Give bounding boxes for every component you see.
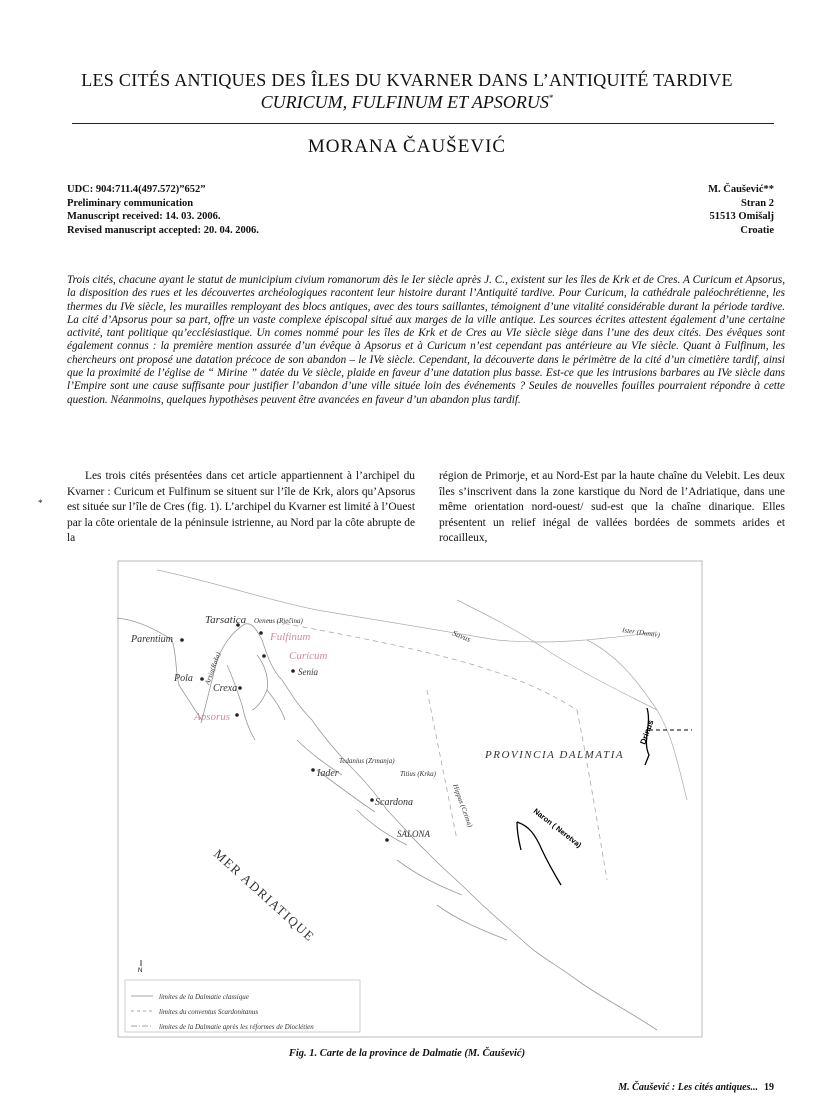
udc-line: UDC: 904:711.4(497.572)”652” bbox=[67, 184, 206, 195]
senia-dot bbox=[291, 669, 295, 673]
label-salona: SALONA bbox=[397, 829, 431, 839]
title-footnote-mark: * bbox=[548, 93, 554, 103]
curicum-dot bbox=[262, 654, 266, 658]
fulfinum-dot bbox=[259, 631, 263, 635]
crexa-dot bbox=[238, 686, 242, 690]
address-country: Croatie bbox=[740, 224, 774, 236]
label-mer-adriatique: MER ADRIATIQUE bbox=[210, 846, 318, 945]
label-fulfinum: Fulfinum bbox=[270, 631, 311, 643]
author-address bbox=[708, 183, 774, 237]
body-column-right: région de Primorje, et au Nord-Est par la haute chaîne du Velebit. Les deux îles s’inscrivent dans la zone karstique du Nord de l’Adriatique, dans une même orientation nord-ouest/ sud-est que la chaîne dinarique. Elles présentent un relief inégal de vallées bordées de sommets arides et rocailleux, bbox=[439, 470, 785, 544]
figure-caption: Fig. 1. Carte de la province de Dalmatie (M. Čaušević) bbox=[288, 1048, 526, 1059]
address-name: M. Čaušević** bbox=[708, 184, 774, 195]
label-titius: Titius (Krka) bbox=[400, 770, 436, 778]
label-tarsatica: Tarsatica bbox=[205, 614, 247, 626]
article-subtitle bbox=[0, 92, 814, 113]
label-pola: Pola bbox=[174, 673, 193, 684]
scardona-dot bbox=[370, 798, 374, 802]
running-footer bbox=[618, 1082, 774, 1093]
legend-item-3: limites de la Dalmatie après les réformes de Dioclétien bbox=[159, 1023, 314, 1031]
label-ister: Ister (Dunav) bbox=[621, 626, 661, 640]
label-provincia: PROVINCIA DALMATIA bbox=[485, 749, 625, 761]
title-rule bbox=[72, 123, 774, 124]
author-name: MORANA ČAUŠEVIĆ bbox=[307, 136, 507, 157]
label-iader: Iader bbox=[317, 768, 339, 779]
pola-dot bbox=[200, 677, 204, 681]
received-date: Manuscript received: 14. 03. 2006. bbox=[67, 211, 221, 222]
article-title: LES CITÉS ANTIQUES DES ÎLES DU KVARNER DANS L’ANTIQUITÉ TARDIVE bbox=[81, 70, 733, 90]
body-column-left: Les trois cités présentées dans cet article appartiennent à l’archipel du Kvarner : Curicum et Fulfinum se situent sur l’île de Krk, alors qu’Apsorus est située sur l’île de Cres (fig. 1). L’archipel du Kvarner est limité à l’Ouest par la côte orientale de la péninsule istrienne, au Nord par la côte abrupte de la bbox=[67, 470, 415, 544]
label-savus: Savus bbox=[451, 628, 472, 644]
label-arsia: Arsia(Raša) bbox=[203, 651, 223, 686]
iader-dot bbox=[311, 768, 315, 772]
paper-type: Preliminary communication bbox=[67, 197, 194, 209]
label-tedanius: Tedanius (Zrmanja) bbox=[339, 757, 395, 765]
label-apsorus: Apsorus bbox=[194, 711, 231, 723]
label-crexa: Crexa bbox=[213, 683, 238, 694]
label-scardona: Scardona bbox=[375, 797, 413, 808]
label-hippus: Hippus (Cetina) bbox=[451, 782, 475, 829]
dalmatia-map bbox=[117, 560, 703, 1038]
apsorus-dot bbox=[235, 713, 239, 717]
address-street: Stran 2 bbox=[741, 197, 774, 209]
salona-dot bbox=[385, 838, 389, 842]
label-curicum: Curicum bbox=[289, 650, 328, 662]
north-arrow: N bbox=[138, 968, 143, 974]
manuscript-meta bbox=[67, 183, 259, 237]
accepted-date: Revised manuscript accepted: 20. 04. 2006. bbox=[67, 224, 259, 236]
page-number: 19 bbox=[764, 1082, 774, 1093]
label-naron: Naron ( Neretva) bbox=[531, 806, 584, 850]
margin-mark: * bbox=[38, 498, 43, 508]
parentium-dot bbox=[180, 638, 184, 642]
abstract: Trois cités, chacune ayant le statut de municipium civium romanorum dès le Ier siècle après J. C., existent sur les îles de Krk et de Cres. A Curicum et Apsorus, la disposition des rues et les découvertes archéologiques racontent leur histoire durant l’Antiquité tardive. Pour Curicum, la cathédrale paléochrétienne, les thermes du IVe siècle, les murailles remployant des blocs antiques, avec des tours saillantes, témoignent d’une vitalité considérable durant la période tardive. La cité d’Apsorus pour sa part, offre un vaste complexe épiscopal situé aux marges de la ville antique. Les sources écrites attestent également d’une certaine activité, tant politique qu’ecclésiastique. Un comes nommé pour les îles de Krk et de Cres au VIe siècle siège dans l’une des deux cités. Des évêques sont également connus : la première mention assurée d’un évêque à Apsorus et à Curicum n’est cependant pas antérieure au VIe siècle. Quant à Fulfinum, les chercheurs ont proposé une datation précoce de son abandon – le IVe siècle. Cependant, la découverte dans le périmètre de la cité d’un cimetière tardif, ainsi que la proximité de l’église de “ Mirine ” datée du Ve siècle, plaide en faveur d’une datation plus basse. Est-ce que les intrusions barbares au IVe siècle dans l’Empire sont une cause suffisante pour justifier l’abandon d’une ville située loin des événements ? Seules de nouvelles fouilles pourraient répondre à cette question. Néanmoins, quelques hypothèses peuvent être avancées en faveur d’un abandon plus tardif. bbox=[67, 274, 785, 406]
label-oeneus: Oeneus (Rječina) bbox=[254, 617, 303, 625]
label-parentium: Parentium bbox=[131, 634, 173, 645]
subtitle-text: CURICUM, FULFINUM ET APSORUS bbox=[260, 92, 549, 112]
label-senia: Senia bbox=[298, 667, 318, 677]
label-drinus: Drinus bbox=[638, 718, 656, 746]
legend-item-2: limites du conventus Scardonitanus bbox=[159, 1008, 259, 1016]
legend-item-1: limites de la Dalmatie classique bbox=[159, 993, 249, 1001]
running-title: M. Čaušević : Les cités antiques... bbox=[618, 1082, 758, 1093]
address-city: 51513 Omišalj bbox=[709, 211, 774, 222]
